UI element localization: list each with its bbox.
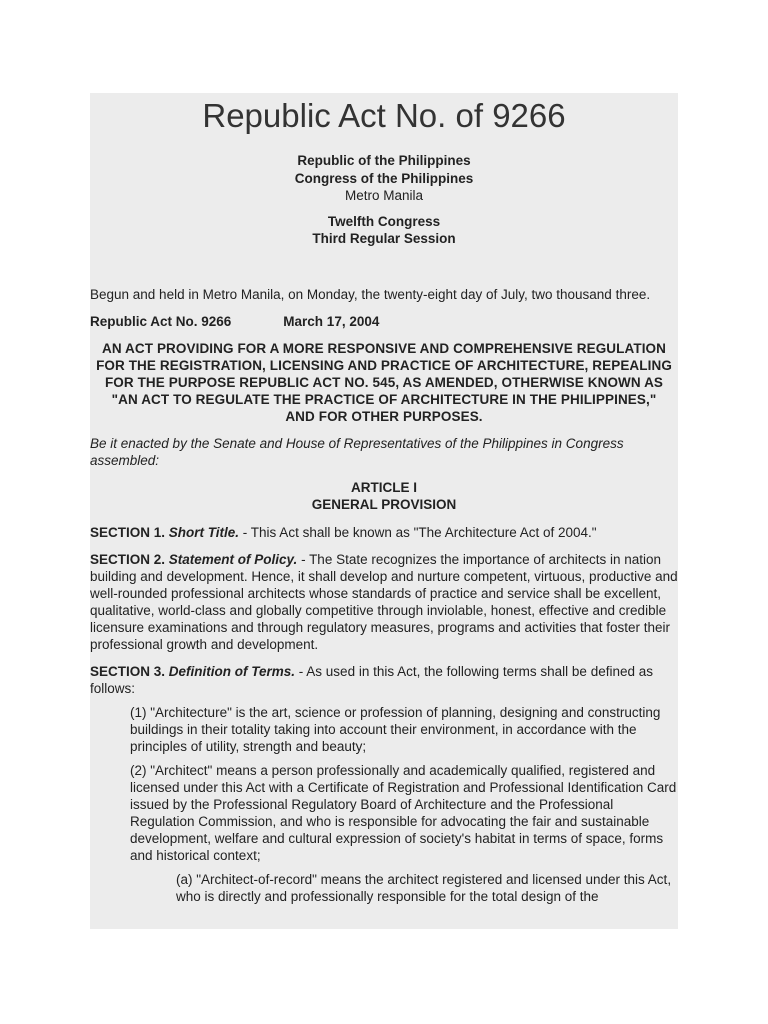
begun-paragraph: Begun and held in Metro Manila, on Monday, the twenty-eight day of July, two thousand three. — [90, 286, 651, 302]
definition-architect-of-record: (a) "Architect-of-record" means the architect registered and licensed under this Act, who is directly and professionally responsible for the total design of the — [176, 871, 672, 904]
section-label: SECTION 3. — [90, 663, 166, 679]
header-location: Metro Manila — [344, 188, 424, 203]
article-number: ARTICLE I — [351, 479, 417, 495]
section-label: SECTION 2. — [90, 551, 166, 567]
document-title: Republic Act No. of 9266 — [202, 97, 566, 134]
ra-date: March 17, 2004 — [283, 313, 380, 329]
section-text: - As used in this Act, the following terms shall be defined as follows: — [90, 663, 653, 696]
article-name: GENERAL PROVISION — [311, 497, 457, 512]
section-heading: Short Title. — [168, 524, 240, 540]
header-session: Third Regular Session — [312, 231, 456, 246]
section-label: SECTION 1. — [90, 524, 166, 540]
section-text: - This Act shall be known as "The Architecture Act of 2004." — [239, 524, 597, 540]
definition-architecture: (1) "Architecture" is the art, science or profession of planning, designing and constructing buildings in their totality taking into account their environment, in accordance with the principles of utility, strength and beauty; — [130, 704, 661, 754]
document-page — [90, 93, 678, 929]
header-republic: Republic of the Philippines — [297, 153, 471, 168]
section-text: - The State recognizes the importance of architects in nation building and development. Hence, it shall develop and nurture competent, virtuous, productive and well-rounded professional architects whose standards of practice and service shall be excellent, qualitative, world-class and globally competitive through inviolable, honest, effective and credible licensure examinations and through regulatory measures, programs and activities that foster their professional growth and development. — [90, 551, 678, 652]
act-title: AN ACT PROVIDING FOR A MORE RESPONSIVE AND COMPREHENSIVE REGULATION FOR THE REGISTRATION, LICENSING AND PRACTICE OF ARCHITECTURE, REPEALING FOR THE PURPOSE REPUBLIC ACT NO. 545, AS AMENDED, OTHERWISE KNOWN AS "AN ACT TO REGULATE THE PRACTICE OF ARCHITECTURE IN THE PHILIPPINES," AND FOR OTHER PURPOSES. — [96, 340, 672, 424]
section-2 — [90, 551, 678, 653]
section-1 — [90, 524, 678, 541]
definition-architect: (2) "Architect" means a person professionally and academically qualified, registered and licensed under this Act with a Certificate of Registration and Professional Identification Card issued by the Professional Regulatory Board of Architecture and the Professional Regulation Commission, and who is responsible for advocating the fair and sustainable development, welfare and cultural expression of society's habitat in terms of space, forms and historical context; — [130, 762, 677, 863]
ra-line — [90, 313, 678, 330]
section-heading: Statement of Policy. — [168, 551, 298, 567]
header-congress: Congress of the Philippines — [294, 170, 474, 186]
section-3 — [90, 663, 678, 697]
header-twelfth-congress: Twelfth Congress — [327, 213, 441, 229]
enacting-clause: Be it enacted by the Senate and House of Representatives of the Philippines in Congress assembled: — [90, 435, 624, 468]
section-heading: Definition of Terms. — [168, 663, 296, 679]
ra-number: Republic Act No. 9266 — [90, 313, 232, 329]
